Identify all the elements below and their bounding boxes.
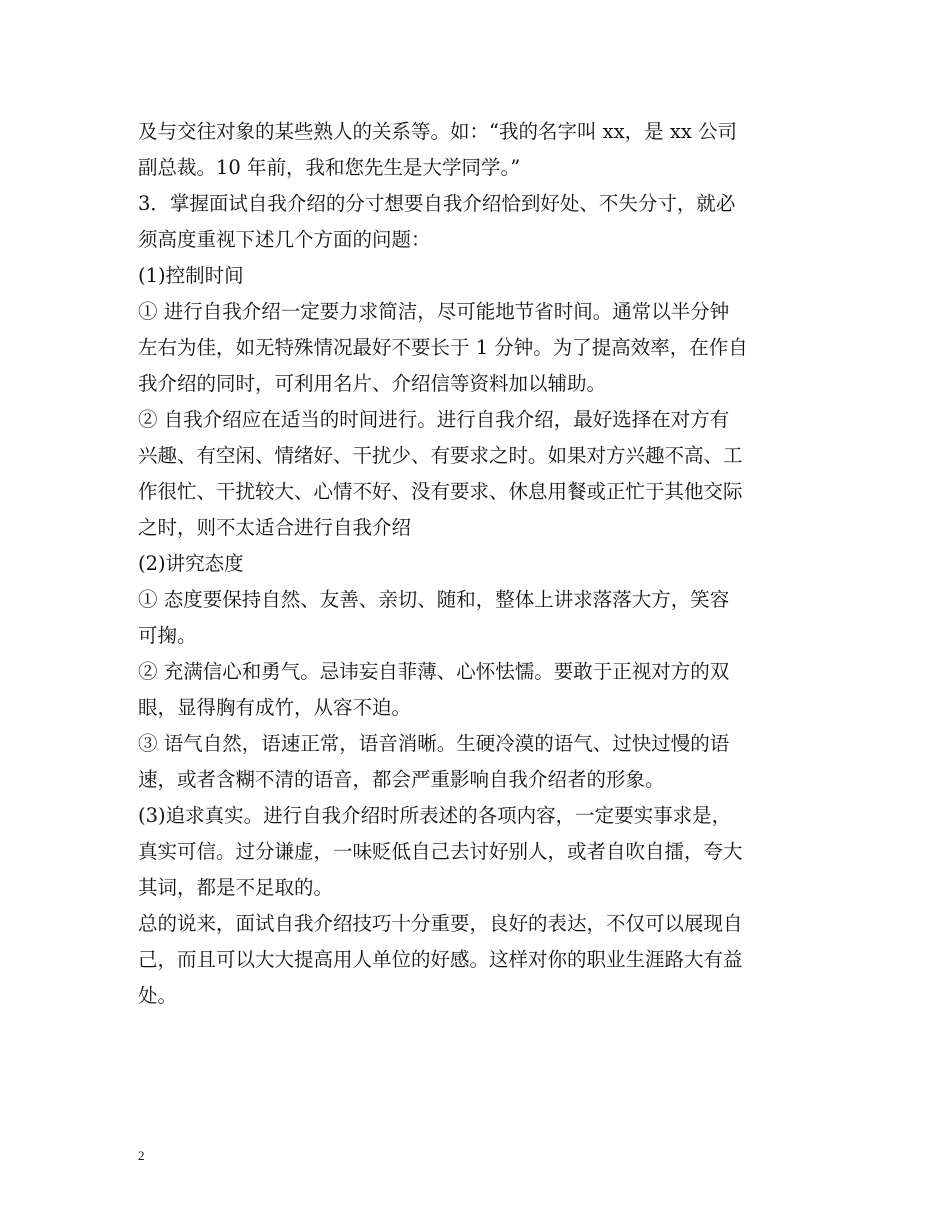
text-line: 须高度重视下述几个方面的问题： <box>138 228 431 251</box>
text-line: 作很忙、干扰较大、心情不好、没有要求、休息用餐或正忙于其他交际 <box>138 480 743 503</box>
text-line: 我介绍的同时，可利用名片、介绍信等资料加以辅助。 <box>138 372 607 395</box>
text-line: ② 自我介绍应在适当的时间进行。进行自我介绍，最好选择在对方有 <box>138 408 730 431</box>
text-line: 总的说来，面试自我介绍技巧十分重要，良好的表达，不仅可以展现自 <box>138 912 743 935</box>
text-line: 速，或者含糊不清的语音，都会严重影响自我介绍者的形象。 <box>138 768 665 791</box>
text-line: 副总裁。10 年前，我和您先生是大学同学。” <box>138 156 521 179</box>
text-line: 可掬。 <box>138 624 197 647</box>
text-line: 其词，都是不足取的。 <box>138 876 334 899</box>
document-body <box>138 114 814 1014</box>
text-line: (3)追求真实。进行自我介绍时所表述的各项内容，一定要实事求是， <box>138 804 732 827</box>
text-line: 3．掌握面试自我介绍的分寸想要自我介绍恰到好处、不失分寸，就必 <box>138 192 736 215</box>
text-line: 己，而且可以大大提高用人单位的好感。这样对你的职业生涯路大有益 <box>138 948 743 971</box>
text-line: ① 进行自我介绍一定要力求简洁，尽可能地节省时间。通常以半分钟 <box>138 300 730 323</box>
section-heading: (2)讲究态度 <box>138 552 244 575</box>
text-line: 之时，则不太适合进行自我介绍 <box>138 516 412 539</box>
text-line: 真实可信。过分谦虚，一味贬低自己去讨好别人，或者自吹自擂，夸大 <box>138 840 743 863</box>
text-line: 左右为佳，如无特殊情况最好不要长于 1 分钟。为了提高效率，在作自 <box>138 336 748 359</box>
text-line: 及与交往对象的某些熟人的关系等。如：“我的名字叫 xx，是 xx 公司 <box>138 120 738 143</box>
text-line: ② 充满信心和勇气。忌讳妄自菲薄、心怀怯懦。要敢于正视对方的双 <box>138 660 730 683</box>
text-line: 处。 <box>138 984 178 1007</box>
section-heading: (1)控制时间 <box>138 264 244 287</box>
text-line: 眼，显得胸有成竹，从容不迫。 <box>138 696 412 719</box>
text-line: ① 态度要保持自然、友善、亲切、随和，整体上讲求落落大方，笑容 <box>138 588 730 611</box>
page-number: 2 <box>138 1148 145 1163</box>
text-line: ③ 语气自然，语速正常，语音消晰。生硬冷漠的语气、过快过慢的语 <box>138 732 730 755</box>
text-line: 兴趣、有空闲、情绪好、干扰少、有要求之时。如果对方兴趣不高、工 <box>138 444 743 467</box>
